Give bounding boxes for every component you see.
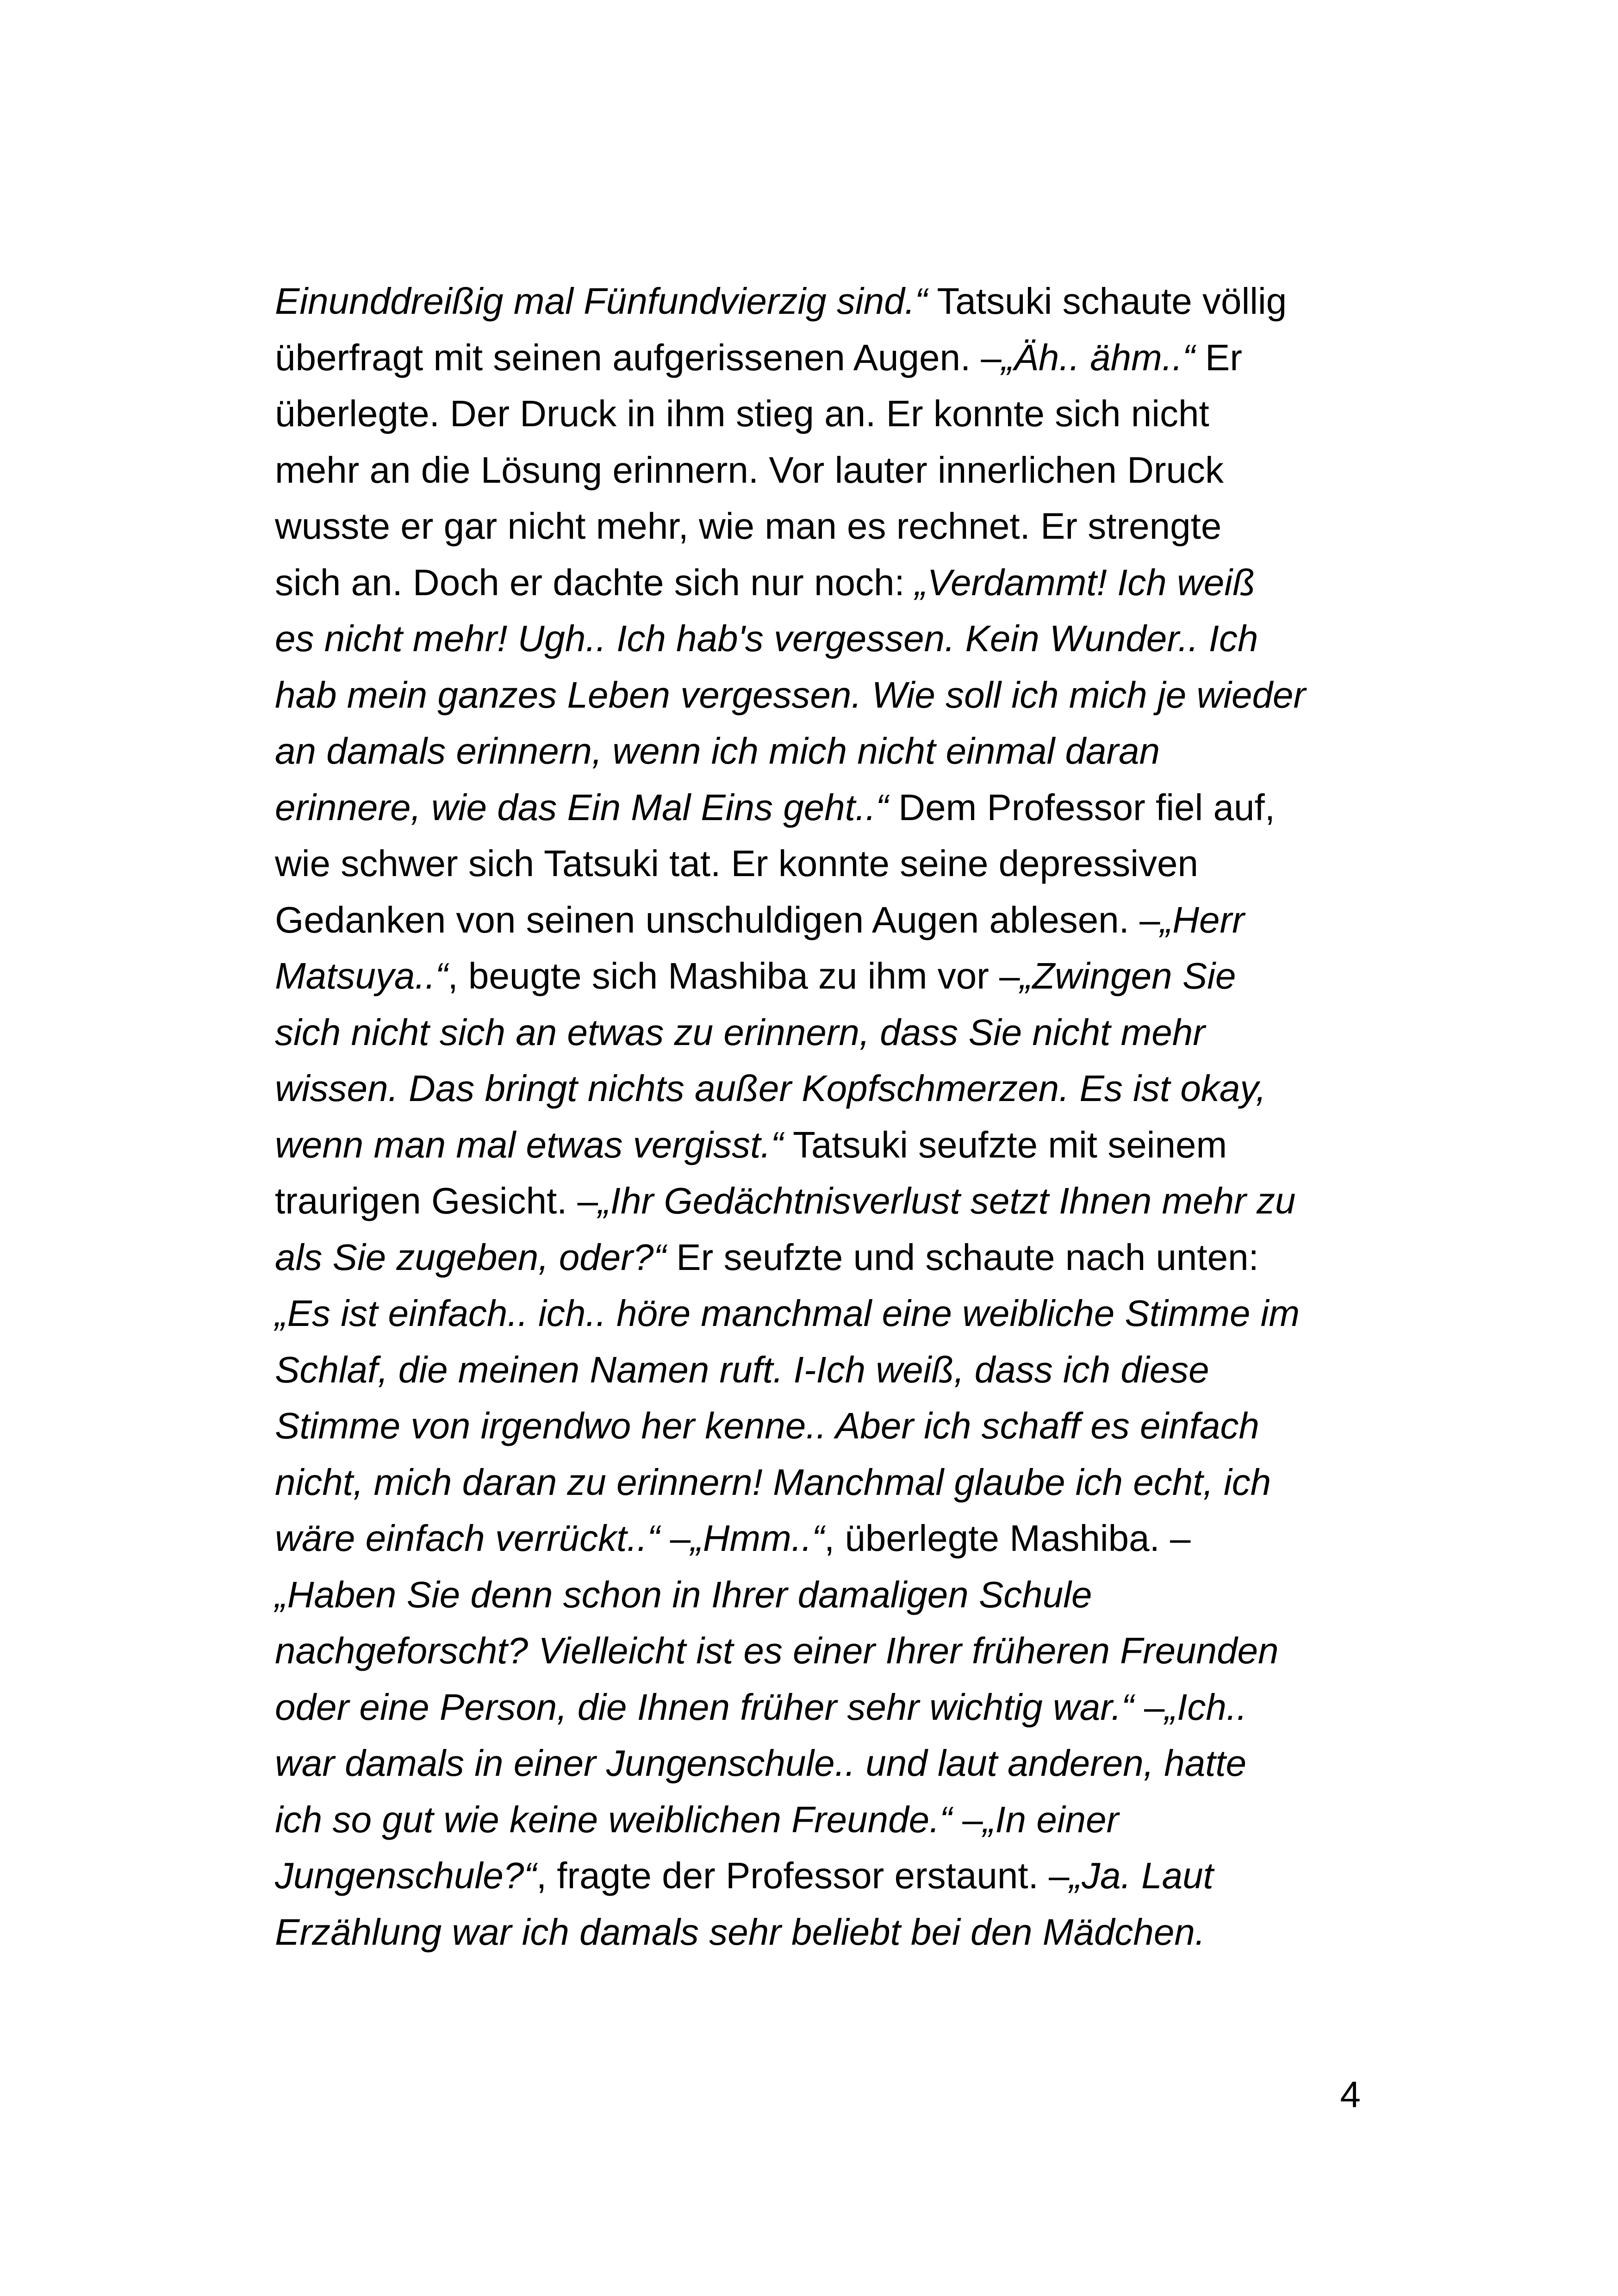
italic-text-run: „Ihr Gedächtnisverlust setzt Ihnen mehr zu [598, 1180, 1296, 1221]
text-run: , beugte sich Mashiba zu ihm vor – [448, 955, 1020, 996]
italic-text-run: ich so gut wie keine weiblichen Freunde.“ [275, 1798, 952, 1840]
text-line [275, 948, 1358, 1004]
italic-text-run: Schlaf, die meinen Namen ruft. I-Ich weiß, dass ich diese [275, 1349, 1209, 1390]
italic-text-run: „Zwingen Sie [1020, 955, 1236, 996]
text-line [275, 442, 1358, 498]
italic-text-run: erinnere, wie das Ein Mal Eins geht..“ [275, 786, 889, 828]
text-line [275, 1904, 1358, 1960]
italic-text-run: wenn man mal etwas vergisst.“ [275, 1124, 784, 1165]
italic-text-run: „Es ist einfach.. ich.. höre manchmal eine weibliche Stimme im [275, 1293, 1300, 1334]
italic-text-run: war damals in einer Jungenschule.. und laut anderen, hatte [275, 1742, 1247, 1784]
text-line [275, 892, 1358, 948]
text-line [275, 1004, 1358, 1061]
body-text [275, 273, 1358, 1960]
text-line [275, 1117, 1358, 1173]
text-line [275, 1792, 1358, 1848]
text-line [275, 1510, 1358, 1567]
text-run: wusste er gar nicht mehr, wie man es rechnet. Er strengte [275, 505, 1222, 547]
text-run: Dem Professor fiel auf, [888, 786, 1275, 828]
italic-text-run: wissen. Das bringt nichts außer Kopfschmerzen. Es ist okay, [275, 1068, 1266, 1109]
text-run: , überlegte Mashiba. – [824, 1518, 1191, 1559]
text-run: wie schwer sich Tatsuki tat. Er konnte seine depressiven [275, 843, 1199, 884]
text-run: , fragte der Professor erstaunt. – [536, 1855, 1070, 1896]
text-run: sich an. Doch er dachte sich nur noch: [275, 561, 915, 603]
text-run: Gedanken von seinen unschuldigen Augen ablesen. – [275, 899, 1160, 940]
text-line [275, 1285, 1358, 1342]
italic-text-run: wäre einfach verrückt..“ [275, 1518, 660, 1559]
italic-text-run: Erzählung war ich damals sehr beliebt bei den Mädchen. [275, 1911, 1206, 1953]
text-line [275, 1398, 1358, 1454]
italic-text-run: Einunddreißig mal Fünfundvierzig sind.“ [275, 280, 927, 322]
text-line [275, 723, 1358, 779]
italic-text-run: „Ja. Laut [1069, 1855, 1214, 1896]
italic-text-run: sich nicht sich an etwas zu erinnern, dass Sie nicht mehr [275, 1011, 1205, 1053]
text-run: – [660, 1518, 691, 1559]
italic-text-run: „Haben Sie denn schon in Ihrer damaligen Schule [275, 1574, 1092, 1615]
text-line [275, 498, 1358, 554]
text-line [275, 554, 1358, 611]
text-line [275, 1342, 1358, 1398]
text-run: Tatsuki seufzte mit seinem [783, 1124, 1227, 1165]
text-line [275, 1060, 1358, 1117]
text-line [275, 1567, 1358, 1623]
text-run: traurigen Gesicht. – [275, 1180, 598, 1221]
italic-text-run: es nicht mehr! Ugh.. Ich hab's vergessen. Kein Wunder.. Ich [275, 618, 1258, 659]
text-line [275, 1623, 1358, 1679]
text-line [275, 273, 1358, 330]
text-run: mehr an die Lösung erinnern. Vor lauter innerlichen Druck [275, 449, 1224, 491]
italic-text-run: Stimme von irgendwo her kenne.. Aber ich schaff es einfach [275, 1405, 1260, 1446]
text-run: überfragt mit seinen aufgerissenen Augen. – [275, 336, 1002, 378]
italic-text-run: an damals erinnern, wenn ich mich nicht einmal daran [275, 730, 1160, 772]
text-run: überlegte. Der Druck in ihm stieg an. Er konnte sich nicht [275, 393, 1209, 434]
text-run: – [1133, 1686, 1165, 1728]
italic-text-run: „Ich.. [1164, 1686, 1247, 1728]
italic-text-run: „Verdammt! Ich weiß [915, 561, 1255, 603]
italic-text-run: „Hmm..“ [691, 1518, 824, 1559]
text-run: Er [1195, 336, 1243, 378]
text-line [275, 386, 1358, 442]
text-line [275, 779, 1358, 836]
text-line [275, 1679, 1358, 1736]
italic-text-run: „In einer [983, 1798, 1119, 1840]
text-line [275, 1735, 1358, 1792]
page-number: 4 [1340, 2074, 1361, 2115]
text-line [275, 1229, 1358, 1286]
italic-text-run: oder eine Person, die Ihnen früher sehr wichtig war.“ [275, 1686, 1134, 1728]
italic-text-run: nachgeforscht? Vielleicht ist es einer Ihrer früheren Freunden [275, 1630, 1279, 1671]
text-line [275, 1454, 1358, 1511]
italic-text-run: Jungenschule?“ [275, 1855, 536, 1896]
italic-text-run: „Äh.. ähm..“ [1001, 336, 1195, 378]
text-line [275, 1173, 1358, 1229]
text-line [275, 330, 1358, 386]
text-run: – [952, 1798, 983, 1840]
italic-text-run: als Sie zugeben, oder?“ [275, 1236, 666, 1278]
italic-text-run: „Herr [1160, 899, 1245, 940]
text-line [275, 610, 1358, 667]
italic-text-run: Matsuya..“ [275, 955, 448, 996]
text-line [275, 667, 1358, 723]
italic-text-run: hab mein ganzes Leben vergessen. Wie soll ich mich je wieder [275, 674, 1306, 716]
text-run: Er seufzte und schaute nach unten: [666, 1236, 1259, 1278]
italic-text-run: nicht, mich daran zu erinnern! Manchmal glaube ich echt, ich [275, 1461, 1271, 1503]
text-line [275, 1848, 1358, 1904]
text-run: Tatsuki schaute völlig [927, 280, 1287, 322]
text-line [275, 835, 1358, 892]
